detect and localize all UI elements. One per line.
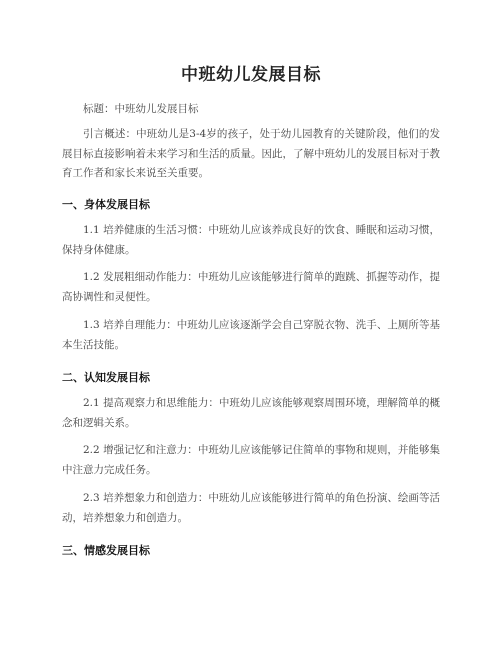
section-heading-cognitive: 二、认知发展目标 (62, 371, 150, 384)
intro-paragraph: 引言概述：中班幼儿是3-4岁的孩子，处于幼儿园教育的关键阶段，他们的发展目标直接影响着未来学习和生活的质量。因此，了解中班幼儿的发展目标对于教育工作者和家长来说至关重要。 (62, 128, 440, 179)
list-item-1-2: 1.2 发展粗细动作能力：中班幼儿应该能够进行简单的跑跳、抓握等动作，提高协调性和灵便性。 (62, 271, 440, 303)
section-heading-emotional: 三、情感发展目标 (62, 544, 150, 557)
subtitle-line: 标题：中班幼儿发展目标 (83, 103, 199, 115)
list-item-2-2: 2.2 增强记忆和注意力：中班幼儿应该能够记住简单的事物和规则，并能够集中注意力完成任务。 (62, 444, 440, 476)
list-item-1-3: 1.3 培养自理能力：中班幼儿应该逐渐学会自己穿脱衣物、洗手、上厕所等基本生活技能。 (62, 319, 440, 351)
list-item-2-1: 2.1 提高观察力和思维能力：中班幼儿应该能够观察周围环境，理解简单的概念和逻辑关系。 (62, 397, 440, 429)
document-title: 中班幼儿发展目标 (181, 65, 321, 85)
section-heading-physical: 一、身体发展目标 (62, 198, 150, 211)
list-item-2-3: 2.3 培养想象力和创造力：中班幼儿应该能够进行简单的角色扮演、绘画等活动，培养想象力和创造力。 (62, 492, 440, 524)
list-item-1-1: 1.1 培养健康的生活习惯：中班幼儿应该养成良好的饮食、睡眠和运动习惯，保持身体健康。 (62, 224, 440, 256)
